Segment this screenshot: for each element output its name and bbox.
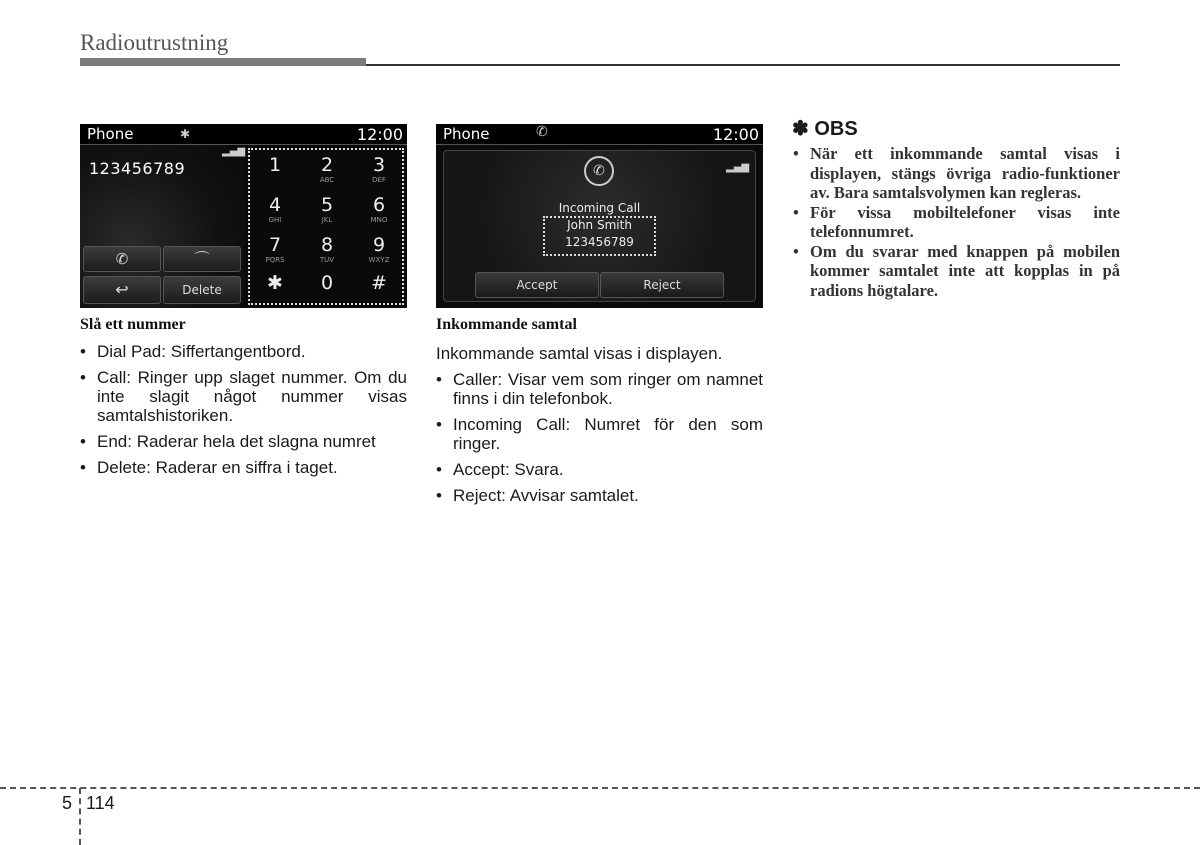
note-bullets (792, 144, 1120, 300)
header-rule-thin (366, 64, 1120, 66)
screen-title: Phone (443, 125, 490, 143)
note-title: ✽ OBS (792, 118, 858, 140)
list-item: • Reject: Avvisar samtalet. (436, 486, 763, 505)
list-item: • När ett inkommande samtal visas i displayen, stängs övriga radio-funktioner av. Bara samtalsvolymen kan regleras. (792, 144, 1120, 203)
caller-name: John Smith (567, 218, 632, 232)
incoming-call-label: Incoming Call (558, 201, 641, 215)
incoming-intro: Inkommande samtal visas i displayen. (436, 344, 723, 363)
dialpad-caption: Slå ett nummer (80, 316, 186, 333)
list-item: • Caller: Visar vem som ringer om namnet finns i din telefonbok. (436, 370, 763, 408)
key-3[interactable]: 3 DEF (372, 154, 386, 184)
back-button[interactable] (83, 276, 161, 304)
key-star[interactable]: ✱ (267, 272, 283, 294)
list-item: • Om du svarar med knappen på mobilen kommer samtalet inte att kopplas in på radions högtalare. (792, 242, 1120, 301)
bluetooth-icon: ✱ (180, 127, 191, 141)
list-item: • Dial Pad: Siffertangentbord. (80, 342, 407, 361)
dialed-number: 123456789 (89, 159, 186, 178)
list-item: • Accept: Svara. (436, 460, 763, 479)
phone-handset-icon: ✆ (115, 250, 129, 268)
key-6[interactable]: 6 MNO (370, 194, 388, 224)
accept-button[interactable]: Accept (475, 272, 599, 298)
key-7[interactable]: 7 PQRS (265, 234, 285, 264)
dial-pad (248, 148, 404, 305)
status-bar (80, 124, 407, 145)
key-2[interactable]: 2 ABC (319, 154, 335, 184)
status-bar (436, 124, 763, 145)
key-hash[interactable]: # (371, 272, 387, 294)
list-item: • För vissa mobiltelefoner visas inte telefonnumret. (792, 203, 1120, 242)
screen-title: Phone (87, 125, 134, 143)
call-button[interactable] (83, 246, 161, 272)
footer-rule (0, 787, 1200, 789)
hang-up-icon: ⌒ (194, 250, 210, 268)
incoming-call-screenshot (436, 124, 763, 308)
key-9[interactable]: 9 WXYZ (368, 234, 390, 264)
footer-divider (79, 788, 81, 845)
list-item: • Delete: Raderar en siffra i taget. (80, 458, 407, 477)
page-number: 114 (86, 793, 115, 813)
signal-bars-icon: ▂▄▆ (726, 162, 750, 173)
back-arrow-icon: ↩ (115, 280, 129, 299)
key-5[interactable]: 5 JKL (320, 194, 334, 224)
end-button[interactable] (163, 246, 241, 272)
phone-handset-icon: ✆ (536, 124, 548, 140)
list-item: • Call: Ringer upp slaget nummer. Om du inte slagit något nummer visas samtalshistoriken. (80, 368, 407, 425)
delete-button[interactable]: Delete (163, 276, 241, 304)
key-1[interactable]: 1 (268, 154, 282, 176)
dialpad-screenshot (80, 124, 407, 308)
chapter-number: 5 (62, 793, 73, 813)
key-4[interactable]: 4 GHI (268, 194, 282, 224)
key-0[interactable]: 0 (320, 272, 334, 294)
clock: 12:00 (712, 125, 759, 144)
list-item: • Incoming Call: Numret för den som ringer. (436, 415, 763, 453)
reject-button[interactable]: Reject (600, 272, 724, 298)
header-rule-thick (80, 58, 366, 66)
dialpad-bullets (80, 342, 407, 484)
key-8[interactable]: 8 TUV (319, 234, 335, 264)
caller-number: 123456789 (565, 235, 634, 249)
signal-bars-icon: ▂▄▆ (222, 146, 246, 157)
incoming-bullets (436, 370, 763, 512)
clock: 12:00 (356, 125, 403, 144)
phone-circle-icon: ✆ (584, 156, 614, 186)
incoming-caption: Inkommande samtal (436, 316, 577, 333)
page-header-title: Radioutrustning (80, 30, 229, 55)
list-item: • End: Raderar hela det slagna numret (80, 432, 407, 451)
